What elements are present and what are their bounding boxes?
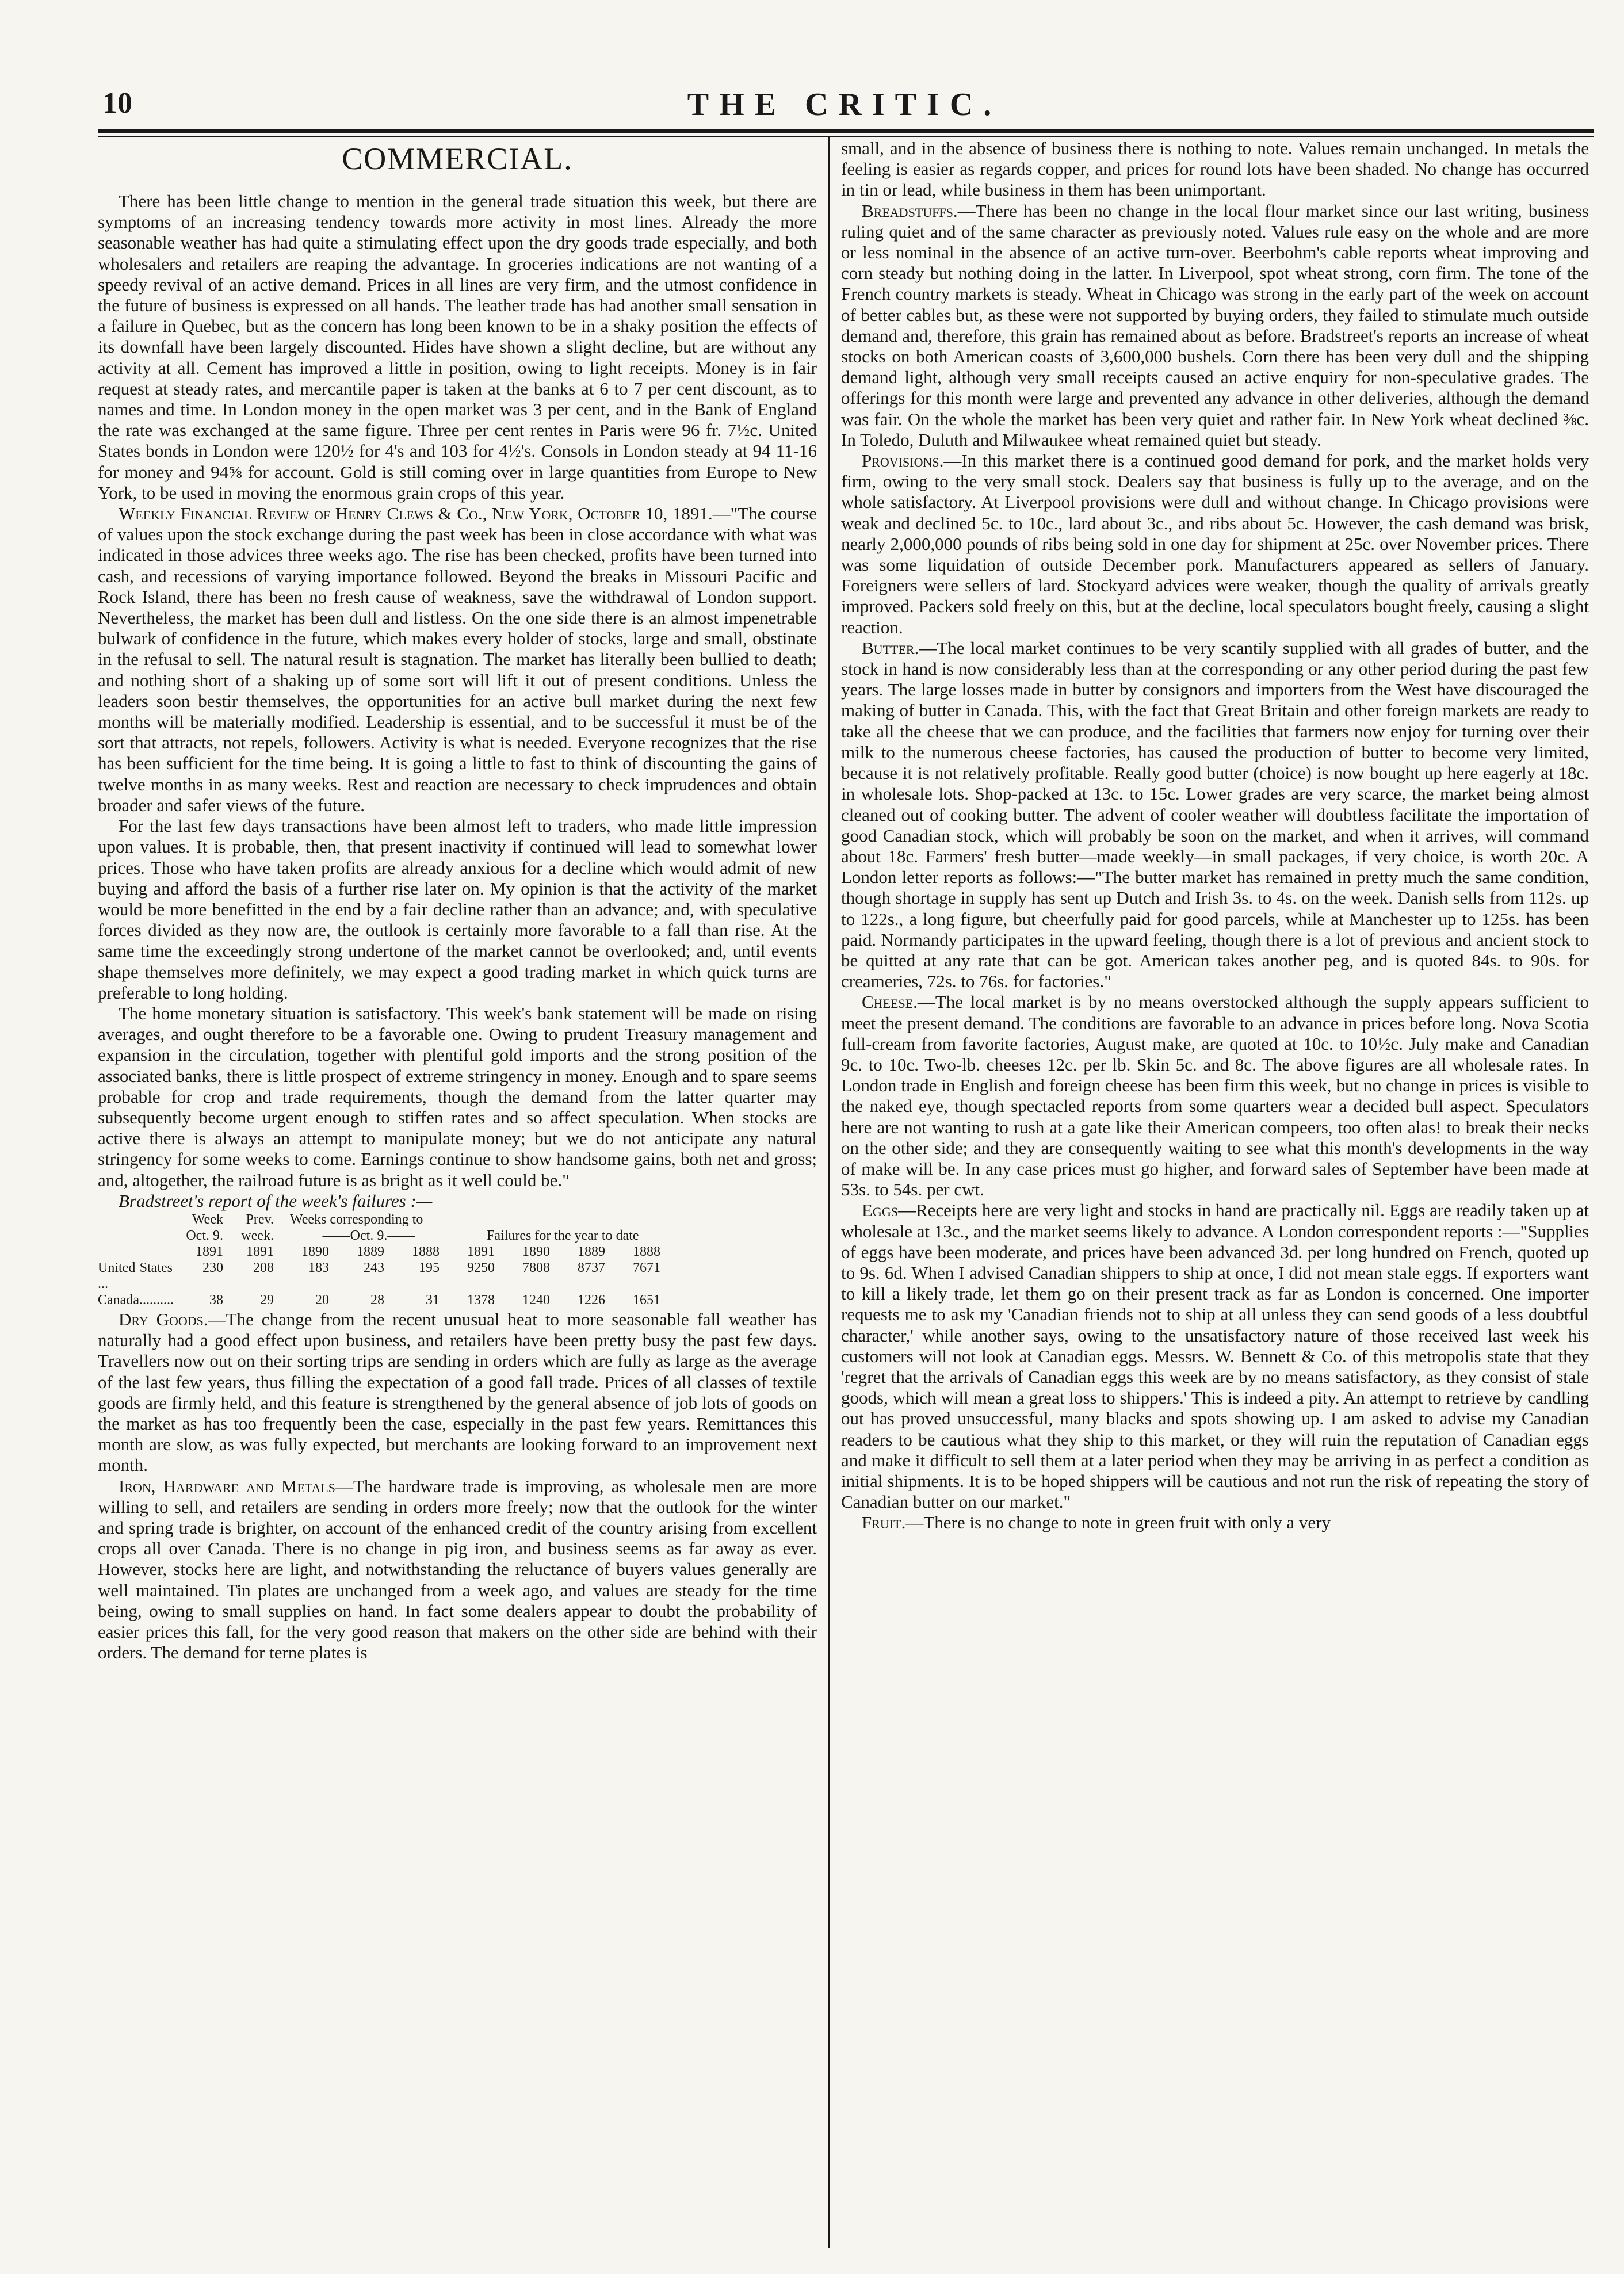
monetary-paragraph: The home monetary situation is satisfactory. This week's bank statement will be made on rising averages, and ought therefore to be a favorable one. Owing to prudent Treasury management and expansion in the circulation, together with plentiful gold imports and the strong position of the associated banks, there is little prospect of extreme stringency in money. Enough and to spare seems probable for crop and trade requirements, though the demand from the latter quarter may subsequently become urgent enough to stiffen rates and so affect speculation. When stocks are active there is always an attempt to manipulate money; but we do not anticipate any natural stringency for some weeks to come. Earnings continue to show handsome gains, both net and gross; and, altogether, the railroad future is as bright as it well could be." — [98, 1003, 817, 1190]
failures-intro: Bradstreet's report of the week's failures :— — [119, 1190, 433, 1211]
provisions-paragraph — [841, 450, 1589, 638]
breadstuffs-lead: Breadstuffs. — [862, 200, 958, 221]
dry-goods-body: —The change from the recent unusual heat to more seasonable fall weather has naturally had a good effect upon business, and retailers have been pretty busy the past few days. Travellers now out on their sorting trips are sending in orders which are fully as large as the average of the last few years, thus filling the expectation of a good fall trade. Prices of all classes of textile goods are firmly held, and this feature is strengthened by the general absence of job lots of goods on the market as has too frequently been the case, especially in the past few years. Remittances this month are slow, as was fully expected, but merchants are looking forward to an improvement next month. — [98, 1309, 817, 1476]
eggs-paragraph — [841, 1200, 1589, 1512]
section-title: COMMERCIAL. — [342, 142, 573, 176]
commercial-intro-paragraph: There has been little change to mention in the general trade situation this week, but there are symptoms of an increasing tendency towards more activity in most lines. Already the more seasonable weather has had quite a stimulating effect upon the dry goods trade especially, and both wholesalers and retailers are reaping the advantage. In groceries indications are not wanting of a speedy revival of an active demand. Prices in all lines are very firm, and the utmost confidence in the future of business is expressed on all hands. The leather trade has had another small sensation in a failure in Quebec, but as the concern has long been known to be in a shaky position the effects of its downfall have been largely discounted. Hides have shown a slight decline, but are without any activity at all. Cement has improved a little in position, owing to light receipts. Money is in fair request at steady rates, and mercantile paper is taken at the banks at 6 to 7 per cent discount, as to names and time. In London money in the open market was 3 per cent, and in the Bank of England the rate was exchanged at the same figure. Three per cent rentes in Paris were 96 fr. 7½c. United States bonds in London were 120½ for 4's and 103 for 4½'s. Consols in London steady at 94 11-16 for money and 94⅝ for account. Gold is still coming over in large quantities from Europe to New York, to be used in moving the enormous grain crops of this year. — [98, 191, 817, 503]
header-rule-thick — [98, 129, 1594, 133]
header-rule-thin — [98, 136, 1594, 137]
left-column — [98, 138, 817, 1663]
clews-review-body: —"The course of values upon the stock exchange during the past week has been in close accordance with what was indicated in those advices three weeks ago. The rise has been checked, profits have been turned into cash, and recessions of varying importance followed. Beyond the breaks in Missouri Pacific and Rock Island, there has been no fresh cause of weakness, save the withdrawal of London support. Nevertheless, the market has been dull and listless. On the one side there is an almost impenetrable bulwark of confidence in the future, which makes every holder of stocks, large and small, obstinate in the refusal to sell. The natural result is stagnation. The market has literally been bullied to death; and nothing short of a shaking up of some sort will lift it out of present conditions. Unless the leaders soon bestir themselves, the opportunities for an active bull market during the next few months will be materially modified. Leadership is essential, and to be successful it must be of the sort that attracts, not repels, followers. Activity is what is needed. Everyone recognizes that the rise has been sufficient for the time being. It is going a little to fast to think of discounting the gains of twelve months in as many weeks. Rest and reaction are necessary to check imprudences and obtain broader and safer views of the future. — [98, 503, 817, 815]
dry-goods-lead: Dry Goods. — [119, 1309, 208, 1329]
failures-row-united-states: United States ... 230 208 183 243 195 9250 7808 8737 7671 — [98, 1260, 660, 1291]
column-divider — [828, 137, 830, 2248]
iron-hardware-lead: Iron, Hardware and Metals — [119, 1476, 336, 1496]
provisions-lead: Provisions. — [862, 450, 944, 471]
journal-title: THE CRITIC. — [687, 87, 1002, 123]
failures-table-head: Week Prev. Weeks corresponding to — [192, 1211, 423, 1227]
failures-table-subhead: Oct. 9. week. ——Oct. 9.—— Failures for the year to date — [186, 1228, 639, 1243]
butter-lead: Butter. — [862, 637, 919, 658]
breadstuffs-body: —There has been no change in the local flour market since our last writing, business ruling quiet and of the same character as previously noted. Values rule easy on the whole and are more or less nominal in the absence of an active turn-over. Beerbohm's cable reports wheat improving and corn steady but nothing doing in the latter. In Liverpool, spot wheat strong, corn firm. The tone of the French country markets is steady. Wheat in Chicago was strong in the early part of the week on account of better cables but, as these were not supported by buying orders, they failed to stimulate much outside demand and, therefore, this grain has remained about as before. Bradstreet's reports an increase of wheat stocks on both American coasts of 3,600,000 bushels. Corn there has been very dull and the shipping demand light, although very small receipts caused an active enquiry for non-speculative grades. The offerings for this month were large and prevented any advance in other deliveries, although the demand was fair. On the whole the market has been very quiet and rather fair. In New York wheat declined ⅜c. In Toledo, Duluth and Milwaukee wheat remained quiet but steady. — [841, 200, 1589, 450]
page-number: 10 — [102, 87, 132, 120]
cheese-body: —The local market is by no means overstocked although the supply appears sufficient to meet the present demand. The conditions are favorable to an advance in prices before long. Nova Scotia full-cream from favorite factories, August make, are quoted at 10c. to 10½c. July make and Canadian 9c. to 10c. Two-lb. cheeses 12c. per lb. Skin 5c. and 8c. The above figures are all wholesale rates. In London trade in English and foreign cheese has been firm this week, but no change in prices is visible to the naked eye, though spectacled reports from some quarters wear a decided bull aspect. Speculators here are not wanting to rush at a gate like their American compeers, too often alas! to break their necks on the other side; and they are consequently waiting to see what this month's developments in the way of make will be. In any case prices must go higher, and forward sales of September have been made at 53s. to 54s. per cwt. — [841, 992, 1589, 1200]
cheese-lead: Cheese. — [862, 992, 918, 1012]
failures-table-years: 1891 1891 1890 1889 1888 1891 1890 1889 1888 — [196, 1244, 660, 1259]
cheese-paragraph — [841, 992, 1589, 1200]
right-column — [841, 138, 1589, 1534]
eggs-body: —Receipts here are very light and stocks in hand are practically nil. Eggs are readily taken up at wholesale at 13c., and the market seems likely to advance. A London correspondent reports :—"Supplies of eggs have been moderate, and prices have been advanced 3d. per long hundred on French, quoted up to 9s. 6d. When I advised Canadian shippers to ship at once, I did not mean stale eggs. If exporters want to kill a likely trade, let them go on their present track as far as London is concerned. One importer requests me to ask my 'Canadian friends not to ship at all unless they can send goods of a less doubtful character,' while another says, owing to the unsatisfactory nature of those received last week his customers will not look at Canadian eggs. Messrs. W. Bennett & Co. of this metropolis state that they 'regret that the arrivals of Canadian eggs this week are by no means satisfactory, as they consist of stale goods, which will mean a great loss to shippers.' This is indeed a pity. An attempt to retrieve by candling out has proved unsuccessful, many blacks and spots showing up. I am asked to advise my Canadian readers to be cautious what they ship to this market, or they will ruin the reputation of Canadian eggs and make it difficult to sell them at a later period when they may be arriving in as perfect a condition as initial shipments. It is to be hoped shippers will be cautious and not run the risk of repeating the story of Canadian butter on our market." — [841, 1200, 1589, 1512]
breadstuffs-paragraph — [841, 201, 1589, 450]
failures-table — [98, 1211, 817, 1308]
dry-goods-paragraph — [98, 1309, 817, 1476]
eggs-lead: Eggs — [862, 1200, 898, 1221]
iron-hardware-paragraph — [98, 1476, 817, 1664]
clews-review-paragraph — [98, 503, 817, 816]
butter-body: —The local market continues to be very scantily supplied with all grades of butter, and the stock in hand is now considerably less than at the corresponding or any other period during the past few years. The large losses made in butter by consignors and importers from the West have discouraged the making of butter in Canada. This, with the fact that Great Britain and other foreign markets are ready to take all the cheese that we can produce, and the facilities that farmers now enjoy for turning over their milk to the numerous cheese factories, has caused the production of butter to become very limited, because it is not relatively profitable. Really good butter (choice) is now bought up here eagerly at 18c. in wholesale lots. Shop-packed at 13c. to 15c. Lower grades are very scarce, the market being almost cleaned out of cooking butter. The advent of cooler weather will doubtless facilitate the importation of good Canadian stock, which will probably be soon on the market, and when it arrives, will command about 18c. Farmers' fresh butter—made weekly—in small packages, if very choice, is worth 20c. A London letter reports as follows:—"The butter market has remained in pretty much the same condition, though shortage in supply has sent up Dutch and Irish 3s. to 4s. on the week. Danish sells from 112s. up to 122s., a long figure, but cheerfully paid for good parcels, while at Manchester up to 125s. has been paid. Normandy participates in the upward feeling, though there is a lot of previous and ancient stock to be quitted at any rate that can be got. American takes another peg, and is quoted 84s. to 90s. for creameries, 72s. to 76s. for factories." — [841, 637, 1589, 992]
fruit-paragraph — [841, 1512, 1589, 1533]
clews-review-lead: Weekly Financial Review of Henry Clews & Co., New York, October 10, 1891. — [119, 503, 713, 524]
page-header — [102, 86, 1587, 127]
failures-row-canada: Canada.......... 38 29 20 28 31 1378 1240 1226 1651 — [98, 1292, 660, 1308]
provisions-body: —In this market there is a continued good demand for pork, and the market holds very firm, owing to the very small stock. Dealers say that business is fully up to the average, and on the whole satisfactory. At Liverpool provisions were dull and without change. In Chicago provisions were weak and declined 5c. to 10c., lard about 3c., and ribs about 5c. However, the cash demand was brisk, nearly 2,000,000 pounds of ribs being sold in one day for shipment at 25c. over November prices. There was some liquidation of outside December pork. Manufacturers appeared as sellers of January. Foreigners were sellers of lard. Stockyard advices were weaker, though the quality of arrivals greatly improved. Packers sold freely on this, but at the decline, local speculators bought freely, causing a slight reaction. — [841, 450, 1589, 637]
metals-continued-paragraph: small, and in the absence of business there is nothing to note. Values remain unchanged. In metals the feeling is easier as regards copper, and prices for round lots have been shaded. No change has occurred in tin or lead, while business in them has been unimportant. — [841, 138, 1589, 200]
iron-hardware-body: —The hardware trade is improving, as wholesale men are more willing to sell, and retailers are sending in orders more freely; now that the outlook for the winter and spring trade is brighter, on account of the enhanced credit of the country arising from excellent crops all over Canada. There is no change in pig iron, and business seems as far away as ever. However, stocks here are light, and notwithstanding the reluctance of buyers values generally are well maintained. Tin plates are unchanged from a week ago, and values are steady for the time being, owing to small supplies on hand. In fact some dealers appear to doubt the probability of easier prices this fall, for the very good reason that makers on the other side are behind with their orders. The demand for terne plates is — [98, 1476, 817, 1663]
traders-paragraph: For the last few days transactions have been almost left to traders, who made little impression upon values. It is probable, then, that present inactivity if continued will lead to somewhat lower prices. Those who have taken profits are already anxious for a decline which would admit of new buying and afford the basis of a further rise later on. My opinion is that the activity of the market would be more benefitted in the end by a fair decline rather than an advance; and, with speculative forces divided as they now are, the outlook is certainly more favorable to a fall than rise. At the same time the exceedingly strong undertone of the market cannot be overlooked; and, until events shape themselves more definitely, we may expect a good trading market in which quick turns are preferable to long holding. — [98, 816, 817, 1003]
butter-paragraph — [841, 638, 1589, 992]
fruit-lead: Fruit. — [862, 1512, 906, 1533]
fruit-body: —There is no change to note in green fruit with only a very — [905, 1512, 1331, 1533]
